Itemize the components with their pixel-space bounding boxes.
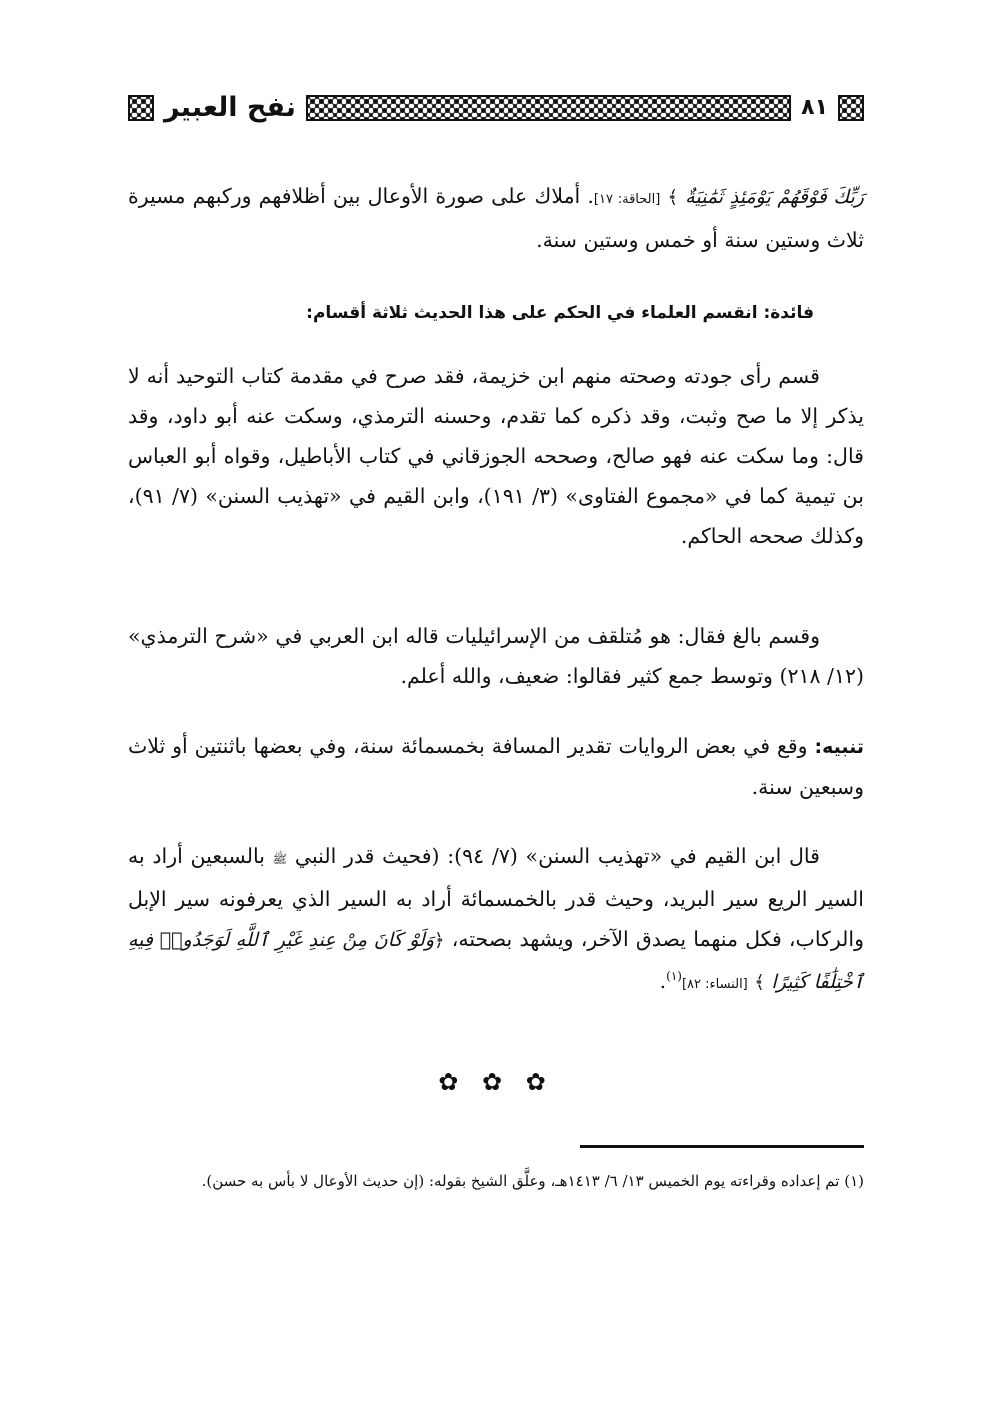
quran-open-brace: ﴿ [434,930,445,951]
footnote-marker: (١) [666,969,682,984]
header-ornament-left [128,95,154,121]
paragraph-1-text: . أملاك على صورة الأوعال بين أظلافهم وركبهم مسيرة ثلاث وستين سنة أو خمس وستين سنة. [128,184,864,252]
quran-verse-2: وَلَوْ كَانَ مِنْ عِندِ غَيْرِ ٱللَّهِ لَوَجَدُوا۟ فِيهِ ٱخْتِلَٰفًا كَثِيرًا [128,929,864,993]
paragraph-5 [128,836,864,1005]
verse-reference-2: [النساء: ٨٢] [681,977,748,992]
paragraph-5-end: . [659,969,667,993]
footnote: (١) تم إعداده وقراءته يوم الخميس ١٣/ ٦/ ١٤١٣هـ، وعلَّق الشيخ بقوله: (إن حديث الأوعال لا بأس به حسن). [201,1172,864,1190]
paragraph-2 [128,356,864,556]
header-ornament-right [838,95,864,121]
paragraph-4 [128,726,864,807]
paragraph-3-text: وقسم بالغ فقال: هو مُتلقف من الإسرائيليات قاله ابن العربي في «شرح الترمذي» (١٢/ ٢١٨) وتوسط جمع كثير فقالوا: ضعيف، والله أعلم. [128,624,864,688]
verse-reference: [الحاقة: ١٧] [593,192,661,207]
quran-close-brace-2: ﴾ [754,972,765,993]
section-separator-ornament: ✿ ✿ ✿ [438,1068,554,1096]
page-header [128,88,864,128]
book-title: نفح العبير [164,92,296,123]
page-number: ٨١ [801,95,828,120]
paragraph-5-text-1: قال ابن القيم في «تهذيب السنن» (٧/ ٩٤): (فحيث قدر النبي [287,844,820,868]
honorific-glyph: ﷺ [272,852,288,866]
paragraph-4-text: وقع في بعض الروايات تقدير المسافة بخمسمائة سنة، وفي بعضها باثنتين أو ثلاث وسبعين سنة. [128,734,864,799]
paragraph-3 [128,616,864,696]
section-heading: فائدة: انقسم العلماء في الحكم على هذا الحديث ثلاثة أقسام: [306,303,814,323]
paragraph-1 [128,176,864,260]
quran-verse: رَبِّكَ فَوْقَهُمْ يَوْمَئِذٍ ثَمَٰنِيَةٌ [685,186,864,208]
paragraph-5-text-2: بالسبعين أراد به السير الريع سير البريد، وحيث قدر بالخمسمائة أراد به السير الذي يعرفونه سير الإبل والركاب، فكل منهما يصدق الآخر، ويشهد بصحته، [128,844,865,951]
header-ornament-band [306,95,791,121]
section-heading-block [128,298,864,328]
footnote-rule [580,1145,864,1148]
quran-close-brace: ﴾ [667,187,679,208]
paragraph-2-text: قسم رأى جودته وصحته منهم ابن خزيمة، فقد صرح في مقدمة كتاب التوحيد أنه لا يذكر إلا ما صح وثبت، وقد ذكره كما تقدم، وحسنه الترمذي، وسكت عنه أبو داود، وقد قال: وما سكت عنه فهو صالح، وصححه الجوزقاني في كتاب الأباطيل، وقواه أبو العباس بن تيمية كما في «مجموع الفتاوى» (٣/ ١٩١)، وابن القيم في «تهذيب السنن» (٧/ ٩١)، وكذلك صححه الحاكم. [128,364,864,548]
note-label: تنبيه: [814,736,864,758]
